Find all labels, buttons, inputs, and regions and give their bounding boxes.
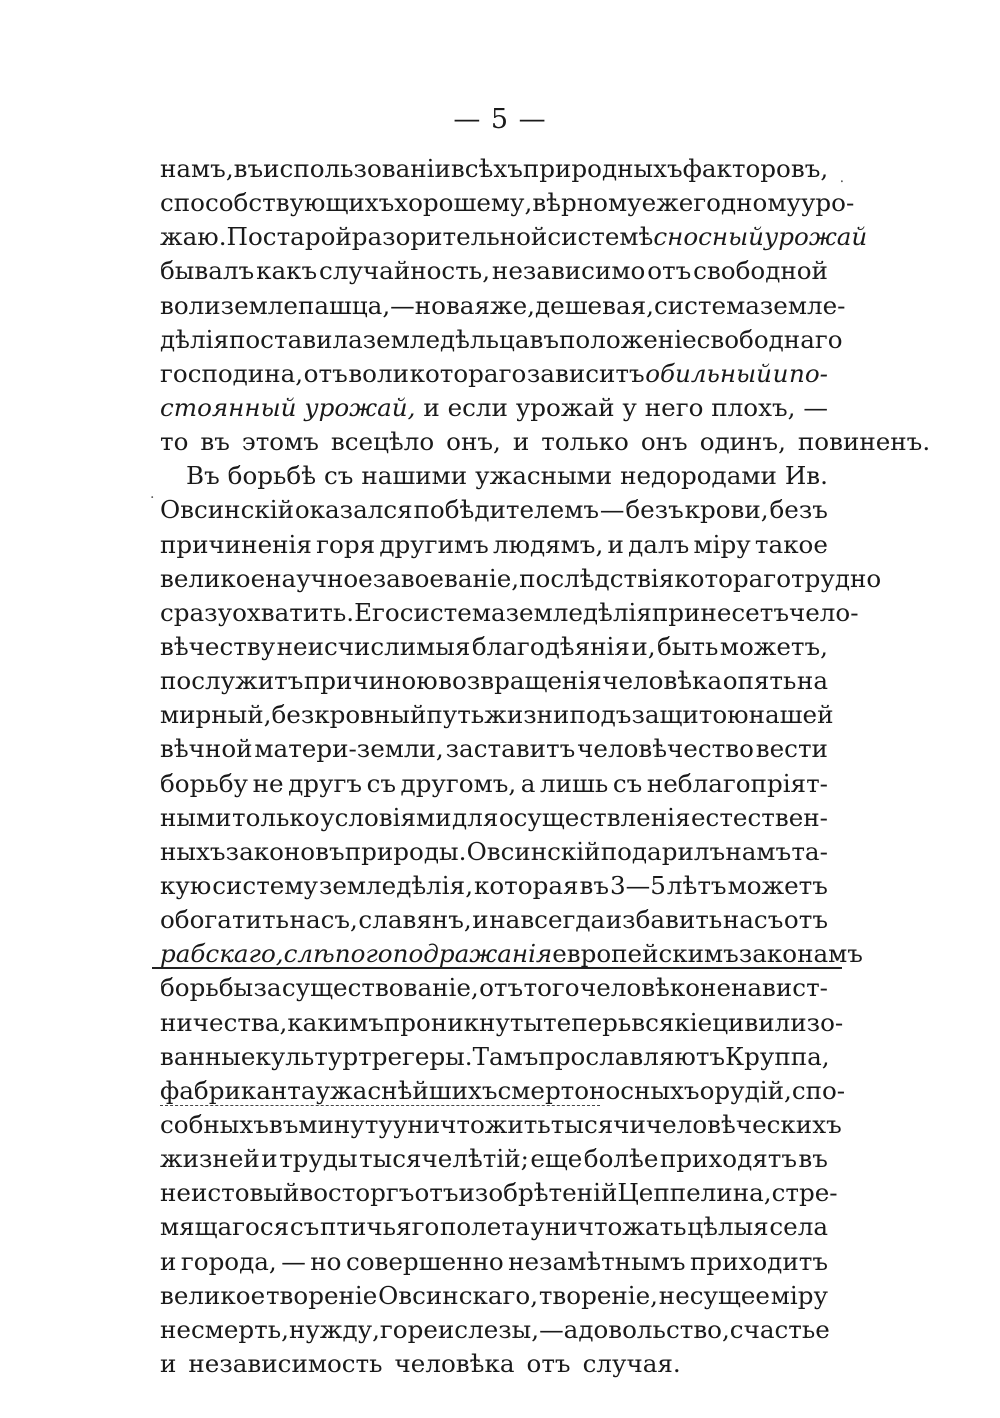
word: вѣчеству bbox=[160, 631, 276, 661]
word: — bbox=[803, 392, 828, 422]
word: нашими bbox=[361, 461, 468, 491]
word: земле- bbox=[759, 290, 846, 320]
word: мирный, bbox=[160, 700, 272, 730]
word: и, bbox=[631, 631, 656, 661]
word: борьбѣ bbox=[227, 461, 317, 491]
word: вѣрному bbox=[532, 188, 642, 218]
text-line bbox=[160, 835, 828, 869]
word: неблагопріят- bbox=[646, 768, 828, 798]
text-line bbox=[160, 664, 828, 698]
text-line bbox=[160, 698, 834, 732]
word: собныхъ bbox=[160, 1109, 269, 1139]
word: отъ bbox=[479, 973, 524, 1003]
word: борьбы bbox=[160, 973, 254, 1003]
word: на bbox=[796, 666, 828, 696]
word: въ bbox=[579, 870, 609, 900]
word: бывалъ bbox=[160, 256, 255, 286]
word: труды bbox=[279, 1144, 358, 1174]
word: можетъ bbox=[727, 870, 828, 900]
word: чело- bbox=[788, 597, 859, 627]
word: и bbox=[160, 1348, 177, 1378]
word: недородами bbox=[620, 461, 777, 491]
word: трудно bbox=[791, 563, 882, 593]
text-line bbox=[160, 459, 828, 493]
word: горе bbox=[379, 1314, 438, 1344]
word: охватить. bbox=[232, 597, 355, 627]
word: болѣе bbox=[583, 1144, 659, 1174]
text-line bbox=[160, 493, 828, 527]
word: опять bbox=[722, 666, 797, 696]
word: человѣка bbox=[602, 666, 723, 696]
word: использованіи bbox=[263, 154, 451, 183]
word: заставитъ bbox=[445, 734, 576, 764]
word: горя bbox=[316, 529, 376, 559]
word: спо- bbox=[791, 1075, 846, 1105]
word: въ bbox=[268, 1109, 299, 1139]
word: рабскаго, bbox=[160, 939, 284, 969]
word: стоянный bbox=[160, 392, 297, 422]
word: въ bbox=[529, 324, 559, 354]
word: другъ bbox=[288, 768, 362, 798]
word: кую bbox=[160, 870, 212, 900]
word: твореніе bbox=[265, 1280, 378, 1310]
word: безъ bbox=[625, 495, 684, 525]
word: урожай bbox=[764, 222, 868, 252]
text-line bbox=[160, 903, 828, 937]
word: въ bbox=[798, 1144, 828, 1174]
text-line bbox=[160, 869, 828, 903]
word: міру bbox=[770, 1280, 828, 1310]
word: земледѣльца bbox=[362, 324, 530, 354]
text-line bbox=[160, 630, 828, 664]
word: Овсинскаго, bbox=[378, 1280, 539, 1310]
word: въ bbox=[200, 427, 230, 457]
word: воли bbox=[348, 358, 409, 388]
word: факторовъ, bbox=[682, 154, 829, 183]
word: можетъ, bbox=[719, 631, 828, 661]
word: всякіе bbox=[631, 1007, 713, 1037]
word: вести bbox=[755, 734, 828, 764]
word: слезы, bbox=[454, 1314, 540, 1344]
word: существованіе, bbox=[281, 973, 479, 1003]
word: для bbox=[452, 802, 499, 832]
word: въ bbox=[233, 154, 264, 183]
word: славянъ, bbox=[358, 905, 472, 935]
word: повиненъ. bbox=[797, 427, 931, 457]
word: условіями bbox=[320, 802, 452, 832]
text-line bbox=[160, 254, 828, 288]
text-line bbox=[160, 767, 828, 801]
word: довольство, bbox=[578, 1314, 730, 1344]
text-line bbox=[160, 220, 868, 254]
word: безкровный bbox=[271, 700, 427, 730]
word: твореніе, bbox=[538, 1280, 658, 1310]
text-line bbox=[160, 971, 828, 1005]
word: безъ bbox=[769, 495, 828, 525]
word: жаю. bbox=[160, 222, 227, 252]
word: Овсинскій bbox=[466, 836, 601, 866]
word: не bbox=[160, 1314, 191, 1344]
word: того bbox=[523, 973, 580, 1003]
word: если bbox=[447, 392, 508, 422]
word: причиненія bbox=[160, 529, 312, 559]
word: и bbox=[512, 427, 530, 457]
word: же, bbox=[490, 290, 535, 320]
word: крови, bbox=[684, 495, 769, 525]
text-line bbox=[160, 528, 828, 562]
word: города, bbox=[180, 1246, 277, 1276]
word: фабриканта bbox=[160, 1075, 316, 1105]
word: навсегда bbox=[489, 905, 606, 935]
word: зависитъ bbox=[526, 358, 645, 388]
word: неисчислимыя bbox=[276, 631, 471, 661]
word: и bbox=[160, 1246, 177, 1276]
word: лишь bbox=[540, 768, 609, 798]
word: минуту bbox=[298, 1109, 393, 1139]
word: полета bbox=[439, 1212, 530, 1242]
word: защитою bbox=[631, 700, 749, 730]
text-line bbox=[160, 562, 882, 596]
word: хорошему, bbox=[394, 188, 533, 218]
word: села bbox=[769, 1212, 828, 1242]
word: лѣтъ bbox=[666, 870, 727, 900]
text-line bbox=[160, 323, 843, 357]
word: Въ bbox=[186, 461, 220, 491]
word: несущее bbox=[658, 1280, 770, 1310]
word: птичьяго bbox=[320, 1212, 440, 1242]
word: система bbox=[653, 290, 760, 320]
word: урожай bbox=[515, 392, 615, 422]
word: подарилъ bbox=[600, 836, 726, 866]
word: Тамъ bbox=[472, 1041, 539, 1071]
word: котораго bbox=[674, 563, 792, 593]
word: отъ bbox=[414, 1178, 459, 1208]
word: приходятъ bbox=[659, 1144, 797, 1174]
word: жизни bbox=[484, 700, 570, 730]
word: другомъ, bbox=[400, 768, 517, 798]
word: законовъ bbox=[225, 836, 345, 866]
word: свободнаго bbox=[696, 324, 843, 354]
word: какимъ bbox=[287, 1007, 384, 1037]
word: Овсинскій bbox=[160, 495, 294, 525]
body-text bbox=[160, 152, 931, 1381]
text-line bbox=[160, 1279, 828, 1313]
word: побѣдителемъ bbox=[413, 495, 600, 525]
word: другимъ bbox=[379, 529, 489, 559]
word: человѣчество bbox=[577, 734, 754, 764]
word: ныхъ bbox=[160, 836, 226, 866]
word: совершенно bbox=[345, 1246, 504, 1276]
word: насъ, bbox=[289, 905, 358, 935]
text-line bbox=[160, 152, 828, 186]
word: всецѣло bbox=[330, 427, 435, 457]
word: та- bbox=[791, 836, 828, 866]
word: за bbox=[253, 973, 282, 1003]
word: случая. bbox=[582, 1348, 681, 1378]
text-line bbox=[160, 289, 846, 323]
word: по- bbox=[789, 358, 828, 388]
word: завоеваніе, bbox=[372, 563, 520, 593]
word: человѣка bbox=[394, 1348, 515, 1378]
word: осуществленія bbox=[498, 802, 691, 832]
word: орудій, bbox=[699, 1075, 792, 1105]
word: еще bbox=[530, 1144, 583, 1174]
text-line bbox=[160, 1313, 828, 1347]
word: ными bbox=[160, 802, 232, 832]
word: теперь bbox=[543, 1007, 632, 1037]
word: и bbox=[607, 529, 624, 559]
text-line bbox=[160, 732, 828, 766]
text-line bbox=[160, 596, 859, 630]
word: прославляютъ bbox=[538, 1041, 726, 1071]
word: намъ, bbox=[160, 154, 234, 183]
word: Цеппелина, bbox=[617, 1178, 772, 1208]
word: и bbox=[437, 1314, 455, 1344]
word: обогатить bbox=[160, 905, 289, 935]
word: дешевая, bbox=[535, 290, 654, 320]
word: отъ bbox=[647, 256, 692, 286]
ink-speck: · bbox=[150, 490, 155, 506]
word: новая bbox=[414, 290, 490, 320]
word: жизней bbox=[160, 1144, 260, 1174]
word: ванные bbox=[160, 1041, 256, 1071]
word: борьбу bbox=[160, 768, 249, 798]
word: путь bbox=[426, 700, 485, 730]
word: великое bbox=[160, 1280, 266, 1310]
word: такое bbox=[754, 529, 828, 559]
word: цивилизо- bbox=[712, 1007, 844, 1037]
word: и bbox=[472, 905, 489, 935]
word: міру bbox=[693, 529, 751, 559]
word: и bbox=[261, 1144, 278, 1174]
word: уничтожить bbox=[392, 1109, 551, 1139]
word: съ bbox=[612, 768, 643, 798]
word: избавить bbox=[605, 905, 723, 935]
word: систему bbox=[212, 870, 318, 900]
word: ужасными bbox=[475, 461, 613, 491]
word: плохъ, bbox=[711, 392, 796, 422]
word: человѣческихъ bbox=[645, 1109, 842, 1139]
word: Его bbox=[354, 597, 400, 627]
word: мящагося bbox=[160, 1212, 290, 1242]
word: а bbox=[520, 768, 536, 798]
text-line bbox=[160, 1347, 828, 1381]
word: причиною bbox=[303, 666, 438, 696]
word: насъ bbox=[722, 905, 784, 935]
word: независимо bbox=[491, 256, 646, 286]
word: незамѣтнымъ bbox=[508, 1246, 686, 1276]
word: ужаснѣйшихъ bbox=[315, 1075, 498, 1105]
word: нужду, bbox=[288, 1314, 380, 1344]
handwritten-underline bbox=[152, 967, 842, 969]
text-line bbox=[160, 1074, 846, 1108]
word: отъ bbox=[526, 1348, 571, 1378]
word: природы. bbox=[344, 836, 467, 866]
text-line bbox=[160, 425, 931, 459]
word: всѣхъ bbox=[450, 154, 523, 183]
word: старой bbox=[262, 222, 352, 252]
word: система bbox=[399, 597, 506, 627]
word: человѣконенавист- bbox=[579, 973, 828, 1003]
word: случайность, bbox=[319, 256, 491, 286]
dashed-underline bbox=[160, 1105, 600, 1106]
word: европейскимъ bbox=[552, 939, 739, 969]
word: онъ, bbox=[446, 427, 501, 457]
text-line bbox=[160, 1176, 838, 1210]
word: и bbox=[772, 358, 789, 388]
word: великое bbox=[160, 563, 266, 593]
text-line bbox=[160, 1245, 828, 1279]
word: поставила bbox=[228, 324, 363, 354]
word: землепашца,— bbox=[220, 290, 415, 320]
word: обильный bbox=[645, 358, 772, 388]
word: подражанія bbox=[392, 939, 553, 969]
word: ежегодному bbox=[641, 188, 801, 218]
word: независимость bbox=[188, 1348, 383, 1378]
word: послѣдствія bbox=[519, 563, 675, 593]
word: подъ bbox=[569, 700, 632, 730]
word: отъ bbox=[303, 358, 348, 388]
word: системѣ bbox=[547, 222, 654, 252]
word: свободной bbox=[693, 256, 828, 286]
word: одинъ, bbox=[699, 427, 786, 457]
word: урожай, bbox=[304, 392, 416, 422]
word: естествен- bbox=[691, 802, 828, 832]
ink-speck: ⸳ bbox=[840, 172, 844, 188]
word: положеніе bbox=[559, 324, 697, 354]
text-line bbox=[160, 1006, 844, 1040]
word: далъ bbox=[628, 529, 690, 559]
word: приходитъ bbox=[689, 1246, 828, 1276]
text-line bbox=[160, 1142, 828, 1176]
text-line bbox=[160, 1210, 828, 1244]
word: проникнуты bbox=[383, 1007, 544, 1037]
word: земледѣлія, bbox=[318, 870, 474, 900]
word: ничества, bbox=[160, 1007, 288, 1037]
word: сносный bbox=[653, 222, 764, 252]
word: съ bbox=[289, 1212, 320, 1242]
word: разорительной bbox=[351, 222, 548, 252]
word: котораго bbox=[409, 358, 527, 388]
word: съ bbox=[324, 461, 354, 491]
word: стре- bbox=[771, 1178, 838, 1208]
word: культуртрегеры. bbox=[255, 1041, 473, 1071]
word: По bbox=[226, 222, 263, 252]
text-line bbox=[160, 186, 855, 220]
word: только bbox=[541, 427, 629, 457]
word: способствующихъ bbox=[160, 188, 395, 218]
word: воли bbox=[160, 290, 221, 320]
word: нашей bbox=[748, 700, 834, 730]
text-line bbox=[160, 1040, 828, 1074]
word: онъ bbox=[640, 427, 688, 457]
word: только bbox=[232, 802, 320, 832]
text-line bbox=[160, 937, 863, 971]
word: благодѣянія bbox=[471, 631, 630, 661]
text-line bbox=[160, 391, 828, 425]
word: матери-земли, bbox=[254, 734, 444, 764]
word: сразу bbox=[160, 597, 233, 627]
word: но bbox=[310, 1246, 342, 1276]
word: тысячи bbox=[550, 1109, 646, 1139]
word: счастье bbox=[729, 1314, 830, 1344]
word: смертоносныхъ bbox=[497, 1075, 700, 1105]
word: то bbox=[160, 427, 189, 457]
word: восторгъ bbox=[299, 1178, 415, 1208]
text-line bbox=[160, 1108, 842, 1142]
word: возвращенія bbox=[438, 666, 602, 696]
word: него bbox=[644, 392, 704, 422]
word: а bbox=[563, 1314, 579, 1344]
word: неистовый bbox=[160, 1178, 300, 1208]
word: людямъ, bbox=[492, 529, 604, 559]
word: господина, bbox=[160, 358, 304, 388]
word: быть bbox=[656, 631, 719, 661]
word: изобрѣтеній bbox=[458, 1178, 618, 1208]
word: — bbox=[539, 1314, 564, 1344]
word: не bbox=[252, 768, 284, 798]
word: которая bbox=[474, 870, 579, 900]
word: смерть, bbox=[190, 1314, 289, 1344]
word: уро- bbox=[800, 188, 855, 218]
word: — bbox=[281, 1246, 306, 1276]
word: отъ bbox=[783, 905, 828, 935]
word: цѣлыя bbox=[687, 1212, 769, 1242]
word: какъ bbox=[256, 256, 318, 286]
word: оказался bbox=[294, 495, 413, 525]
word: принесетъ bbox=[651, 597, 789, 627]
word: Круппа, bbox=[725, 1041, 830, 1071]
text-line bbox=[160, 357, 828, 391]
page-number: — 5 — bbox=[453, 104, 547, 135]
word: у bbox=[622, 392, 637, 422]
word: земледѣлія bbox=[505, 597, 652, 627]
word: послужитъ bbox=[160, 666, 304, 696]
word: — bbox=[599, 495, 625, 525]
word: научное bbox=[265, 563, 373, 593]
word: природныхъ bbox=[522, 154, 683, 183]
word: тысячелѣтій; bbox=[359, 1144, 529, 1174]
word: уничтожать bbox=[530, 1212, 687, 1242]
word: Ив. bbox=[784, 461, 828, 491]
word: законамъ bbox=[738, 939, 863, 969]
word: этомъ bbox=[241, 427, 319, 457]
word: съ bbox=[366, 768, 396, 798]
word: дѣлія bbox=[160, 324, 229, 354]
word: 3—5 bbox=[609, 870, 666, 900]
word: и bbox=[423, 392, 440, 422]
word: вѣчной bbox=[160, 734, 253, 764]
word: намъ bbox=[725, 836, 792, 866]
word: слѣпого bbox=[283, 939, 393, 969]
text-line bbox=[160, 801, 828, 835]
